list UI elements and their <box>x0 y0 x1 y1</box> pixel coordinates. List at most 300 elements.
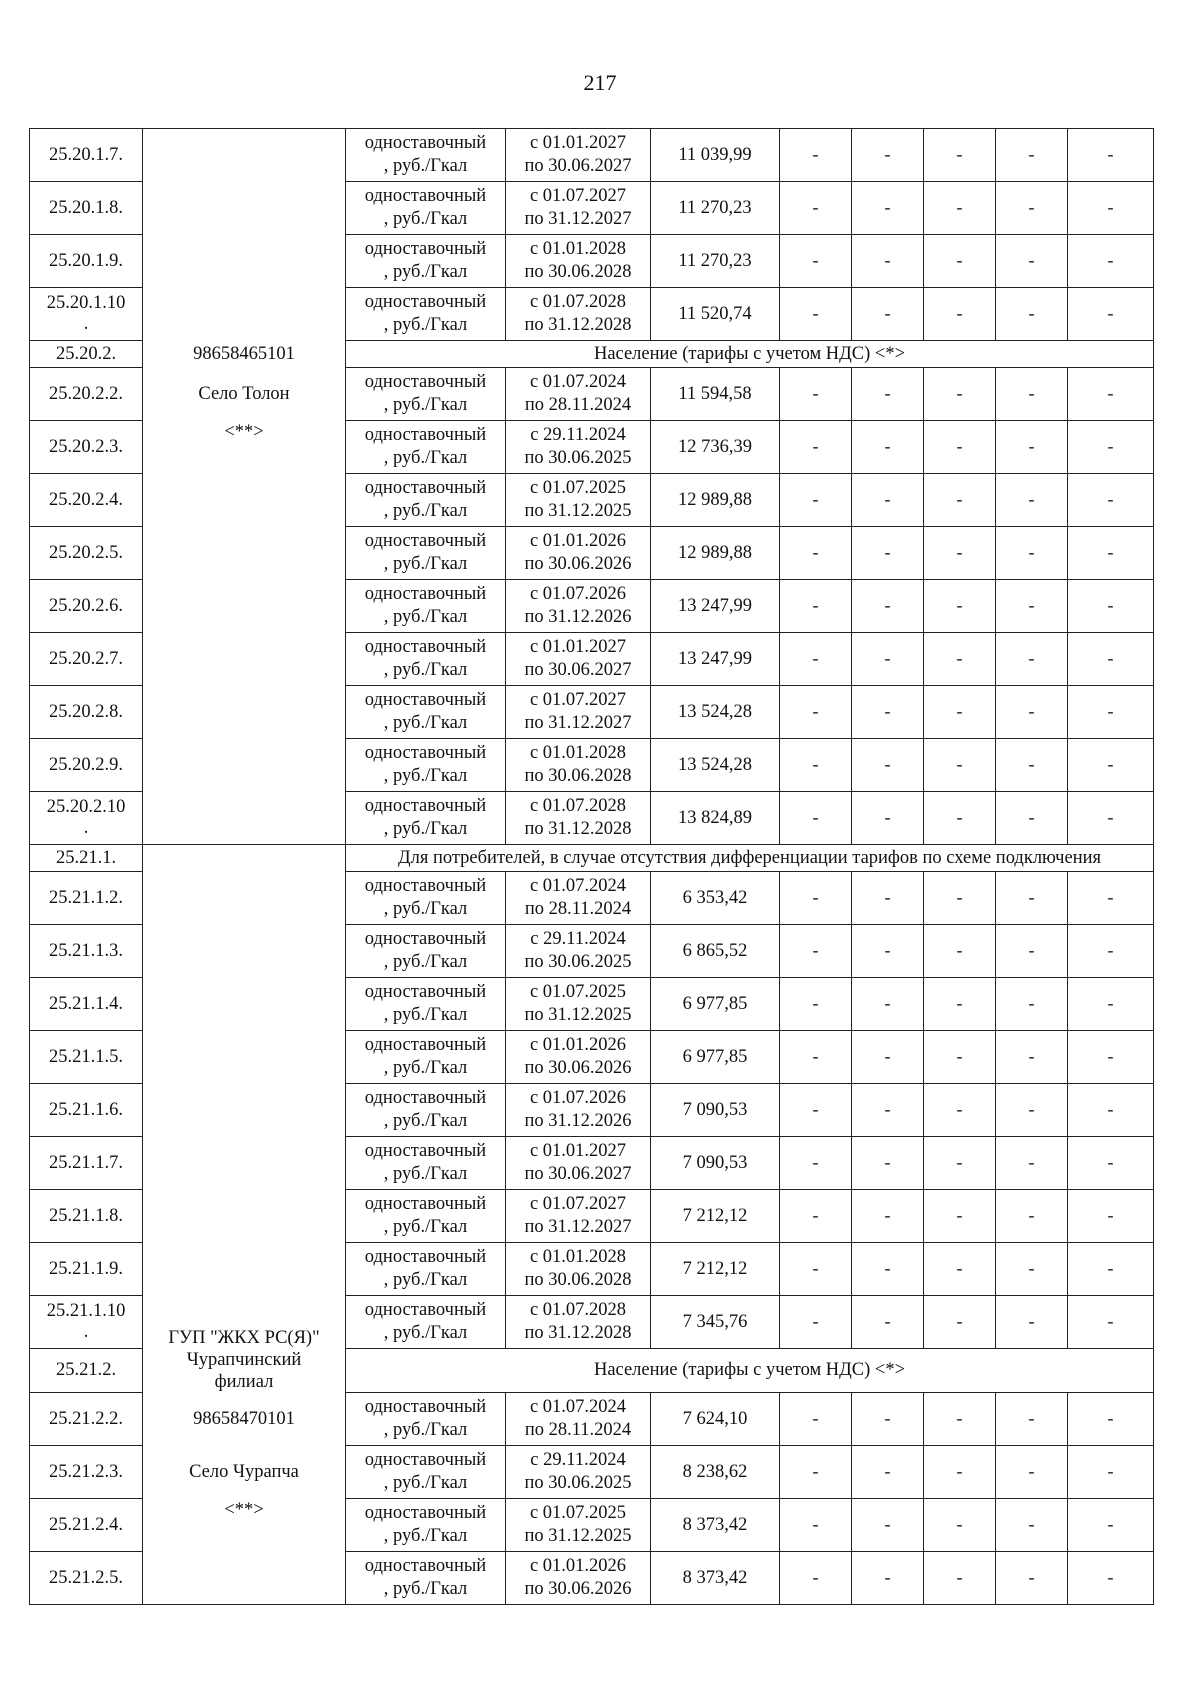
dash-mark: - <box>1107 383 1114 403</box>
rate-type-text: одноставочный <box>364 690 487 710</box>
row-code <box>30 235 143 288</box>
dash-mark: - <box>1107 595 1114 615</box>
rate-unit: , руб./Гкал <box>383 1164 468 1184</box>
empty-value-cell <box>924 288 996 341</box>
empty-value-cell <box>996 1296 1068 1349</box>
dash-mark: - <box>812 701 819 721</box>
row-code-text: 25.21.1.6. <box>49 1099 123 1120</box>
empty-value-cell <box>1068 1031 1154 1084</box>
dash-mark: - <box>956 1311 963 1331</box>
empty-value-cell <box>996 1137 1068 1190</box>
empty-value-cell <box>1068 1393 1154 1446</box>
empty-value-cell <box>924 527 996 580</box>
org-cell <box>143 633 346 686</box>
rate-type-text: одноставочный <box>364 876 487 896</box>
period-to: по 28.11.2024 <box>524 1420 632 1440</box>
dash-mark: - <box>956 197 963 217</box>
empty-value-cell <box>924 1499 996 1552</box>
empty-value-cell <box>780 421 852 474</box>
dash-mark: - <box>1107 303 1114 323</box>
tariff-value-text: 6 977,85 <box>682 993 748 1014</box>
period-from: с 29.11.2024 <box>530 1450 626 1470</box>
empty-value-cell <box>780 527 852 580</box>
rate-unit: , руб./Гкал <box>383 899 468 919</box>
dash-mark: - <box>1107 1461 1114 1481</box>
row-code-text: 25.20.2.6. <box>49 595 123 616</box>
empty-value-cell <box>1068 580 1154 633</box>
period-from: с 01.07.2028 <box>529 292 627 312</box>
period-from: с 01.07.2024 <box>529 372 627 392</box>
rate-unit: , руб./Гкал <box>383 952 468 972</box>
tariff-value <box>651 792 780 845</box>
table-row <box>30 235 1154 288</box>
period-to: по 30.06.2025 <box>524 1473 632 1493</box>
dash-mark: - <box>1028 1205 1035 1225</box>
period-from: с 01.07.2025 <box>529 1503 627 1523</box>
empty-value-cell <box>780 978 852 1031</box>
period-from: с 01.07.2027 <box>529 186 627 206</box>
dash-mark: - <box>812 436 819 456</box>
row-code-tail: . <box>83 818 89 838</box>
tariff-value <box>651 1446 780 1499</box>
period <box>506 1393 651 1446</box>
section-row <box>30 341 1154 368</box>
dash-mark: - <box>956 1567 963 1587</box>
row-code <box>30 341 143 368</box>
dash-mark: - <box>956 1408 963 1428</box>
dash-mark: - <box>812 250 819 270</box>
empty-value-cell <box>1068 474 1154 527</box>
org-cell <box>143 580 346 633</box>
empty-value-cell <box>1068 1084 1154 1137</box>
table-row <box>30 580 1154 633</box>
empty-value-cell <box>852 1552 924 1605</box>
rate-type-text: одноставочный <box>364 1397 487 1417</box>
rate-type <box>346 129 506 182</box>
empty-value-cell <box>852 925 924 978</box>
dash-mark: - <box>956 542 963 562</box>
dash-mark: - <box>956 807 963 827</box>
row-code <box>30 925 143 978</box>
dash-mark: - <box>1028 1258 1035 1278</box>
tariff-value <box>651 925 780 978</box>
dash-mark: - <box>1028 383 1035 403</box>
rate-type <box>346 1499 506 1552</box>
empty-value-cell <box>996 580 1068 633</box>
empty-value-cell <box>1068 1552 1154 1605</box>
tariff-value <box>651 872 780 925</box>
org-cell <box>143 1190 346 1243</box>
section-row <box>30 1349 1154 1393</box>
empty-value-cell <box>1068 182 1154 235</box>
org-cell <box>143 1552 346 1605</box>
rate-unit: , руб./Гкал <box>383 262 468 282</box>
empty-value-cell <box>852 288 924 341</box>
table-row <box>30 872 1154 925</box>
dash-mark: - <box>1028 250 1035 270</box>
empty-value-cell <box>852 633 924 686</box>
rate-unit: , руб./Гкал <box>383 1579 468 1599</box>
dash-mark: - <box>884 595 891 615</box>
rate-unit: , руб./Гкал <box>383 1005 468 1025</box>
table-row <box>30 1190 1154 1243</box>
dash-mark: - <box>812 1258 819 1278</box>
rate-type-text: одноставочный <box>364 1503 487 1523</box>
empty-value-cell <box>1068 129 1154 182</box>
dash-mark: - <box>1028 1152 1035 1172</box>
empty-value-cell <box>780 1446 852 1499</box>
empty-value-cell <box>780 1031 852 1084</box>
dash-mark: - <box>1107 1514 1114 1534</box>
rate-type <box>346 872 506 925</box>
period-from: с 01.07.2025 <box>529 982 627 1002</box>
rate-unit: , руб./Гкал <box>383 395 468 415</box>
row-code-text: 25.20.2.10 <box>46 797 126 817</box>
rate-type <box>346 1084 506 1137</box>
period-from: с 01.07.2027 <box>529 690 627 710</box>
dash-mark: - <box>812 1408 819 1428</box>
tariff-value-text: 11 594,58 <box>678 383 752 404</box>
period-to: по 28.11.2024 <box>524 899 632 919</box>
org-cell <box>143 421 346 474</box>
rate-type-text: одноставочный <box>364 1450 487 1470</box>
row-code <box>30 739 143 792</box>
empty-value-cell <box>996 925 1068 978</box>
dash-mark: - <box>1028 436 1035 456</box>
dash-mark: - <box>884 1258 891 1278</box>
empty-value-cell <box>996 235 1068 288</box>
rate-type <box>346 474 506 527</box>
period-to: по 31.12.2028 <box>524 1323 632 1343</box>
rate-type <box>346 527 506 580</box>
empty-value-cell <box>780 1137 852 1190</box>
period-from: с 01.01.2026 <box>529 1556 627 1576</box>
dash-mark: - <box>884 807 891 827</box>
empty-value-cell <box>996 1499 1068 1552</box>
org-cell <box>143 1243 346 1296</box>
tariff-value <box>651 1499 780 1552</box>
period <box>506 288 651 341</box>
rate-type-text: одноставочный <box>364 929 487 949</box>
dash-mark: - <box>884 489 891 509</box>
empty-value-cell <box>996 1446 1068 1499</box>
empty-value-cell <box>924 1296 996 1349</box>
empty-value-cell <box>780 1296 852 1349</box>
tariff-value <box>651 235 780 288</box>
empty-value-cell <box>996 368 1068 421</box>
empty-value-cell <box>1068 1243 1154 1296</box>
empty-value-cell <box>852 1296 924 1349</box>
org-line: ГУП "ЖКХ РС(Я)" <box>168 1327 320 1348</box>
row-code-text: 25.21.1.3. <box>49 940 123 961</box>
tariff-value-text: 7 212,12 <box>682 1205 748 1226</box>
row-code <box>30 633 143 686</box>
dash-mark: - <box>1107 144 1114 164</box>
dash-mark: - <box>956 993 963 1013</box>
period-to: по 31.12.2025 <box>524 1526 632 1546</box>
org-cell <box>143 1349 346 1393</box>
dash-mark: - <box>812 807 819 827</box>
dash-mark: - <box>812 1461 819 1481</box>
table-row <box>30 925 1154 978</box>
period-from: с 01.07.2026 <box>529 1088 627 1108</box>
period-to: по 30.06.2025 <box>524 448 632 468</box>
row-code-text: 25.20.1.8. <box>49 197 123 218</box>
period <box>506 792 651 845</box>
period <box>506 633 651 686</box>
dash-mark: - <box>1107 1152 1114 1172</box>
dash-mark: - <box>884 701 891 721</box>
settlement-2: Село Чурапча <box>189 1461 299 1482</box>
tariff-value-text: 7 090,53 <box>682 1099 748 1120</box>
dash-mark: - <box>956 144 963 164</box>
dash-mark: - <box>884 993 891 1013</box>
empty-value-cell <box>852 1084 924 1137</box>
dash-mark: - <box>884 1461 891 1481</box>
dash-mark: - <box>956 383 963 403</box>
empty-value-cell <box>996 288 1068 341</box>
org-line: филиал <box>214 1371 274 1392</box>
dash-mark: - <box>812 1311 819 1331</box>
tariff-value <box>651 686 780 739</box>
row-code <box>30 1243 143 1296</box>
section-label <box>346 341 1154 368</box>
rate-type <box>346 686 506 739</box>
empty-value-cell <box>1068 1296 1154 1349</box>
row-code-text: 25.21.2.5. <box>49 1567 123 1588</box>
dash-mark: - <box>1028 303 1035 323</box>
dash-mark: - <box>1107 754 1114 774</box>
tariff-value-text: 8 373,42 <box>682 1514 748 1535</box>
rate-type-text: одноставочный <box>364 1300 487 1320</box>
tariff-value-text: 12 989,88 <box>678 489 752 510</box>
tariff-value-text: 13 524,28 <box>678 754 752 775</box>
dash-mark: - <box>956 303 963 323</box>
empty-value-cell <box>924 368 996 421</box>
empty-value-cell <box>996 739 1068 792</box>
row-code <box>30 845 143 872</box>
dash-mark: - <box>1028 701 1035 721</box>
section-label-text: Население (тарифы с учетом НДС) <*> <box>593 1360 906 1380</box>
dash-mark: - <box>1028 1311 1035 1331</box>
empty-value-cell <box>1068 288 1154 341</box>
row-code-text: 25.21.1.4. <box>49 993 123 1014</box>
period <box>506 368 651 421</box>
row-code <box>30 129 143 182</box>
empty-value-cell <box>996 421 1068 474</box>
empty-value-cell <box>780 182 852 235</box>
empty-value-cell <box>780 1393 852 1446</box>
row-code <box>30 182 143 235</box>
dash-mark: - <box>884 1046 891 1066</box>
dash-mark: - <box>884 436 891 456</box>
rate-unit: , руб./Гкал <box>383 501 468 521</box>
dash-mark: - <box>1028 595 1035 615</box>
dash-mark: - <box>956 1046 963 1066</box>
row-code-text: 25.21.2.2. <box>49 1408 123 1429</box>
period-to: по 30.06.2027 <box>524 660 632 680</box>
period <box>506 1190 651 1243</box>
org-cell <box>143 1499 346 1552</box>
period-from: с 01.07.2024 <box>529 876 627 896</box>
rate-type-text: одноставочный <box>364 531 487 551</box>
dash-mark: - <box>1107 887 1114 907</box>
period <box>506 1552 651 1605</box>
rate-type <box>346 235 506 288</box>
dash-mark: - <box>1107 1046 1114 1066</box>
tariff-value <box>651 1084 780 1137</box>
period <box>506 1243 651 1296</box>
empty-value-cell <box>996 527 1068 580</box>
period-to: по 30.06.2028 <box>524 262 632 282</box>
rate-type-text: одноставочный <box>364 372 487 392</box>
dash-mark: - <box>1107 701 1114 721</box>
table-row <box>30 474 1154 527</box>
org-cell <box>143 474 346 527</box>
dash-mark: - <box>884 144 891 164</box>
row-code-text: 25.20.1.10 <box>46 293 126 313</box>
row-code-text: 25.21.1.5. <box>49 1046 123 1067</box>
tariff-value <box>651 1552 780 1605</box>
row-code-text: 25.20.2.4. <box>49 489 123 510</box>
table-row <box>30 288 1154 341</box>
period-to: по 30.06.2026 <box>524 1058 632 1078</box>
dash-mark: - <box>812 197 819 217</box>
period-from: с 01.01.2026 <box>529 531 627 551</box>
dash-mark: - <box>956 648 963 668</box>
tariff-value <box>651 1243 780 1296</box>
period-to: по 31.12.2026 <box>524 607 632 627</box>
dash-mark: - <box>1107 993 1114 1013</box>
empty-value-cell <box>996 129 1068 182</box>
empty-value-cell <box>924 792 996 845</box>
org-cell <box>143 1446 346 1499</box>
empty-value-cell <box>1068 1137 1154 1190</box>
tariff-value-text: 12 989,88 <box>678 542 752 563</box>
empty-value-cell <box>780 580 852 633</box>
empty-value-cell <box>780 1084 852 1137</box>
footnote-1: <**> <box>224 421 264 442</box>
row-code-text: 25.21.2. <box>55 1360 117 1380</box>
empty-value-cell <box>780 872 852 925</box>
rate-unit: , руб./Гкал <box>383 819 468 839</box>
period-to: по 31.12.2027 <box>524 713 632 733</box>
row-code-text: 25.20.2.7. <box>49 648 123 669</box>
row-code <box>30 1084 143 1137</box>
rate-type <box>346 1243 506 1296</box>
dash-mark: - <box>1107 1205 1114 1225</box>
tariff-value-text: 12 736,39 <box>678 436 752 457</box>
tariff-value <box>651 527 780 580</box>
dash-mark: - <box>1028 887 1035 907</box>
rate-unit: , руб./Гкал <box>383 607 468 627</box>
dash-mark: - <box>1107 648 1114 668</box>
table-row <box>30 129 1154 182</box>
period-from: с 01.07.2026 <box>529 584 627 604</box>
empty-value-cell <box>996 686 1068 739</box>
table-row <box>30 368 1154 421</box>
tariff-value <box>651 580 780 633</box>
empty-value-cell <box>852 368 924 421</box>
dash-mark: - <box>812 993 819 1013</box>
empty-value-cell <box>996 1243 1068 1296</box>
dash-mark: - <box>1028 993 1035 1013</box>
empty-value-cell <box>996 474 1068 527</box>
rate-unit: , руб./Гкал <box>383 209 468 229</box>
empty-value-cell <box>1068 792 1154 845</box>
dash-mark: - <box>884 1099 891 1119</box>
empty-value-cell <box>996 872 1068 925</box>
period-from: с 29.11.2024 <box>530 929 626 949</box>
empty-value-cell <box>780 288 852 341</box>
row-code <box>30 1031 143 1084</box>
empty-value-cell <box>852 235 924 288</box>
dash-mark: - <box>1107 1099 1114 1119</box>
tariff-value <box>651 633 780 686</box>
rate-type-text: одноставочный <box>364 743 487 763</box>
empty-value-cell <box>852 1499 924 1552</box>
dash-mark: - <box>812 1152 819 1172</box>
empty-value-cell <box>996 792 1068 845</box>
period <box>506 527 651 580</box>
rate-unit: , руб./Гкал <box>383 766 468 786</box>
dash-mark: - <box>1107 1311 1114 1331</box>
org-cell <box>143 235 346 288</box>
dash-mark: - <box>956 436 963 456</box>
section-label <box>346 845 1154 872</box>
dash-mark: - <box>956 754 963 774</box>
dash-mark: - <box>1028 940 1035 960</box>
dash-mark: - <box>812 383 819 403</box>
period <box>506 1137 651 1190</box>
rate-type <box>346 1137 506 1190</box>
org-cell <box>143 1393 346 1446</box>
empty-value-cell <box>780 925 852 978</box>
tariff-value-text: 11 039,99 <box>678 144 752 165</box>
empty-value-cell <box>780 235 852 288</box>
rate-type <box>346 1552 506 1605</box>
period-to: по 30.06.2027 <box>524 156 632 176</box>
rate-type-text: одноставочный <box>364 425 487 445</box>
table-row <box>30 1084 1154 1137</box>
table-row <box>30 1137 1154 1190</box>
tariff-table <box>29 128 1154 1605</box>
empty-value-cell <box>996 1190 1068 1243</box>
org-cell <box>143 739 346 792</box>
tariff-value-text: 6 353,42 <box>682 887 748 908</box>
rate-type <box>346 1393 506 1446</box>
period-to: по 30.06.2025 <box>524 952 632 972</box>
empty-value-cell <box>924 1031 996 1084</box>
org-cell <box>143 1296 346 1349</box>
empty-value-cell <box>924 421 996 474</box>
rate-type <box>346 580 506 633</box>
dash-mark: - <box>884 383 891 403</box>
empty-value-cell <box>852 474 924 527</box>
period-from: с 01.01.2028 <box>529 239 627 259</box>
dash-mark: - <box>1028 1099 1035 1119</box>
rate-type <box>346 288 506 341</box>
dash-mark: - <box>812 648 819 668</box>
empty-value-cell <box>996 978 1068 1031</box>
row-code-text: 25.21.1.8. <box>49 1205 123 1226</box>
empty-value-cell <box>924 1190 996 1243</box>
dash-mark: - <box>1028 807 1035 827</box>
dash-mark: - <box>812 1205 819 1225</box>
tariff-value-text: 11 520,74 <box>678 303 752 324</box>
period-to: по 30.06.2027 <box>524 1164 632 1184</box>
table-row <box>30 1552 1154 1605</box>
